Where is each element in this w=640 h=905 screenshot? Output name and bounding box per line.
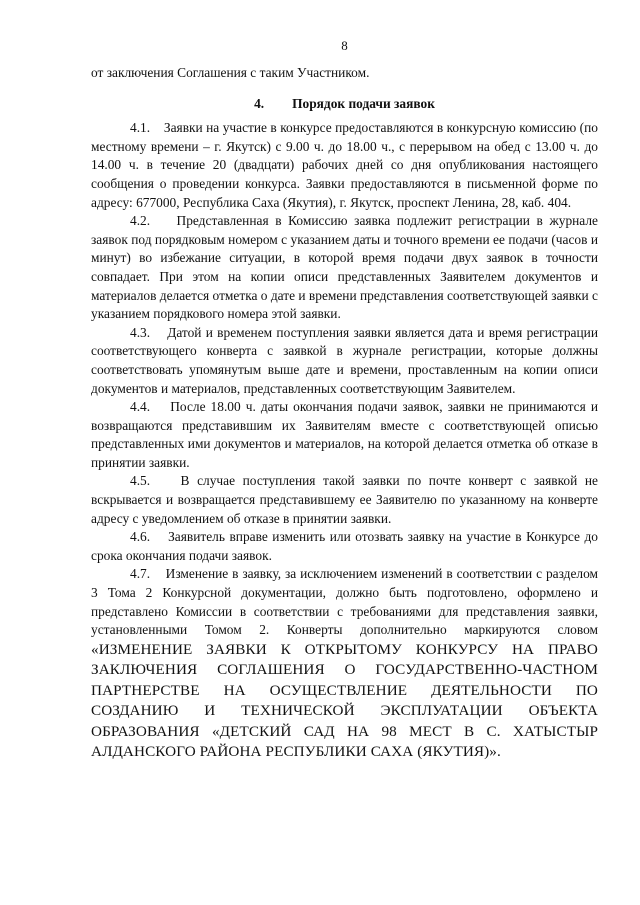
section-title: Порядок подачи заявок xyxy=(292,95,435,111)
intro-line: от заключения Соглашения с таким Участником. xyxy=(91,65,370,80)
paragraph-4-7 xyxy=(91,565,598,762)
page-number: 8 xyxy=(341,38,348,53)
paragraph-4-3: 4.3. Датой и временем поступления заявки является дата и время регистрации соответствующего конверта с заявкой в журнале регистрации, которые должны соответствовать упомянутым выше дате и времени, проставленным на копии описи документов и материалов, представленных соответствующим Заявителем. xyxy=(91,324,598,396)
paragraph-4-2: 4.2. Представленная в Комиссию заявка подлежит регистрации в журнале заявок под порядковым номером с указанием даты и точного времени ее подачи (часов и минут) во избежание ситуации, в которой время подачи двух заявок в точности совпадает. При этом на копии описи представленных Заявителем документов и материалов делается отметка о дате и времени представления соответствующей заявки с указанием порядкового номера этой заявки. xyxy=(91,213,598,322)
paragraph-4-7-text: 4.7. Изменение в заявку, за исключением изменений в соответствии с разделом 3 Тома 2 Конкурсной документации, должно быть подготовлено, оформлено и представлено Комиссии в соответствии с требованиями для представления заявки, установленными Томом 2. Конверты дополнительно маркируются словом xyxy=(91,566,598,638)
paragraph-4-1: 4.1. Заявки на участие в конкурсе предоставляются в конкурсную комиссию (по местному времени – г. Якутск) с 9.00 ч. до 18.00 ч., с перерывом на обед с 13.00 ч. до 14.00 ч. в течение 20 (двадцати) рабочих дней со дня опубликования настоящего сообщения о проведении конкурса. Заявки предоставляются в письменной форме по адресу: 677000, Республика Саха (Якутия), г. Якутск, проспект Ленина, 28, каб. 404. xyxy=(91,120,598,210)
paragraph-4-7-caps: «ИЗМЕНЕНИЕ ЗАЯВКИ К ОТКРЫТОМУ КОНКУРСУ НА ПРАВО ЗАКЛЮЧЕНИЯ СОГЛАШЕНИЯ О ГОСУДАРСТВЕННО-ЧАСТНОМ ПАРТНЕРСТВЕ НА ОСУЩЕСТВЛЕНИЕ ДЕЯТЕЛЬНОСТИ ПО СОЗДАНИЮ И ТЕХНИЧЕСКОЙ ЭКСПЛУАТАЦИИ ОБЪЕКТА ОБРАЗОВАНИЯ «ДЕТСКИЙ САД НА 98 МЕСТ В С. ХАТЫСТЫР АЛДАНСКОГО РАЙОНА РЕСПУБЛИКИ САХА (ЯКУТИЯ)». xyxy=(91,640,598,761)
paragraph-4-5: 4.5. В случае поступления такой заявки по почте конверт с заявкой не вскрывается и возвращается представившему ее Заявителю по указанному на конверте адресу с уведомлением об отказе в принятии заявки. xyxy=(91,473,598,526)
paragraph-4-4: 4.4. После 18.00 ч. даты окончания подачи заявок, заявки не принимаются и возвращаются представившим их Заявителям вместе с соответствующей описью представленных ими документов и материалов, на которой делается отметка об отказе в принятии заявки. xyxy=(91,399,598,470)
section-heading xyxy=(91,95,598,114)
section-number: 4. xyxy=(254,95,265,111)
paragraph-4-6: 4.6. Заявитель вправе изменить или отозвать заявку на участие в Конкурсе до срока окончания подачи заявок. xyxy=(91,529,598,563)
